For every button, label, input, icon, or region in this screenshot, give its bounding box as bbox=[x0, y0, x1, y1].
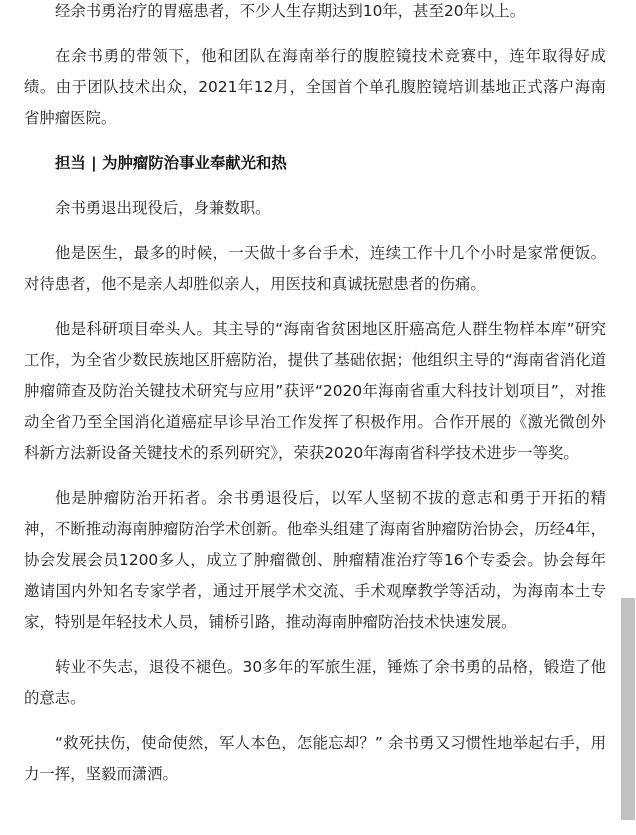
paragraph-pioneer: 他是肿瘤防治开拓者。余书勇退役后，以军人坚韧不拔的意志和勇于开拓的精神，不断推动海南肿瘤防治学术创新。他牵头组建了海南省肿瘤防治协会，历经4年，协会发展会员1200多人，成立了肿瘤微创、肿瘤精准治疗等16个专委会。协会每年邀请国内外知名专家学者，通过开展学术交流、手术观摩教学等活动，为海南本土专家，特别是年轻技术人员，铺桥引路，推动海南肿瘤防治技术快速发展。 bbox=[24, 489, 606, 631]
paragraph-doctor: 他是医生，最多的时候，一天做十多台手术，连续工作十几个小时是家常便饭。对待患者，他不是亲人却胜似亲人，用医技和真诚抚慰患者的伤痛。 bbox=[24, 244, 606, 293]
paragraph-laparoscopy-competition: 在余书勇的带领下，他和团队在海南举行的腹腔镜技术竞赛中，连年取得好成绩。由于团队技术出众，2021年12月，全国首个单孔腹腔镜培训基地正式落户海南省肿瘤医院。 bbox=[24, 47, 606, 127]
paragraph-multiple-roles: 余书勇退出现役后，身兼数职。 bbox=[55, 199, 271, 217]
paragraph-closing-quote: “救死扶伤，使命使然，军人本色，怎能忘却？” 余书勇又习惯性地举起右手，用力一挥，坚毅而潇洒。 bbox=[24, 734, 606, 783]
section-heading: 担当 | 为肿瘤防治事业奉献光和热 bbox=[55, 154, 287, 172]
paragraph-research-lead: 他是科研项目牵头人。其主导的“海南省贫困地区肝癌高危人群生物样本库”研究工作，为全省少数民族地区肝癌防治，提供了基础依据；他组织主导的“海南省消化道肿瘤筛查及防治关键技术研究与应用”获评“2020年海南省重大科技计划项目”，对推动全省乃至全国消化道癌症早诊早治工作发挥了积极作用。合作开展的《激光微创外科新方法新设备关键技术的系列研究》，荣获2020年海南省科学技术进步一等奖。 bbox=[24, 320, 606, 462]
scrollbar-thumb[interactable] bbox=[621, 598, 635, 820]
paragraph-military-career: 转业不失志，退役不褪色。30多年的军旅生涯，锤炼了余书勇的品格，锻造了他的意志。 bbox=[24, 658, 606, 707]
paragraph-patients-survival: 经余书勇治疗的胃癌患者，不少人生存期达到10年，甚至20年以上。 bbox=[55, 2, 526, 20]
vertical-scrollbar[interactable] bbox=[620, 0, 636, 835]
